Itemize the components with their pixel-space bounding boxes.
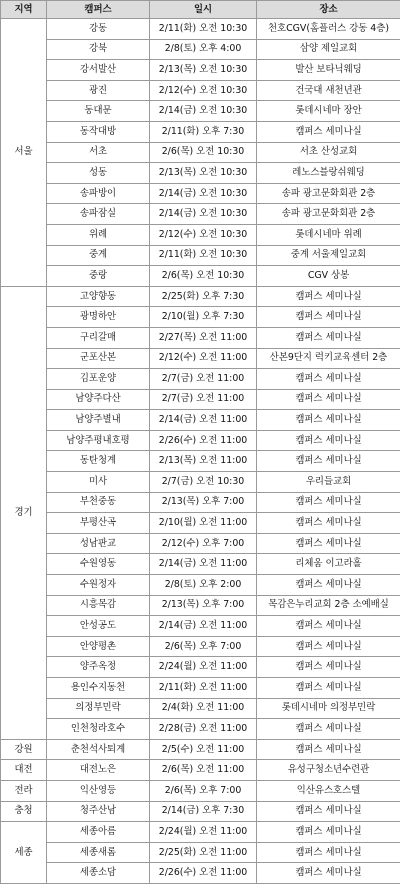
table-row [1,533,400,554]
datetime-cell: 2/11(화) 오전 10:30 [150,19,257,40]
campus-cell: 안양평촌 [47,636,150,657]
campus-cell: 부평산곡 [47,513,150,534]
datetime-cell: 2/6(목) 오전 10:30 [150,266,257,287]
venue-cell: 캠퍼스 세미나실 [257,389,400,410]
region-cell: 경기 [1,286,47,739]
header-venue: 장소 [257,1,400,19]
table-row [1,616,400,637]
venue-cell: 캠퍼스 세미나실 [257,430,400,451]
table-row [1,348,400,369]
campus-cell: 구리갈매 [47,327,150,348]
datetime-cell: 2/14(금) 오후 7:30 [150,801,257,822]
datetime-cell: 2/12(수) 오전 10:30 [150,80,257,101]
venue-cell: 캠퍼스 세미나실 [257,410,400,431]
table-row [1,678,400,699]
venue-cell: 캠퍼스 세미나실 [257,636,400,657]
venue-cell: 캠퍼스 세미나실 [257,678,400,699]
header-region: 지역 [1,1,47,19]
campus-cell: 용인수지동천 [47,678,150,699]
datetime-cell: 2/5(수) 오전 11:00 [150,739,257,760]
table-row [1,39,400,60]
table-row [1,842,400,863]
datetime-cell: 2/8(토) 오후 2:00 [150,575,257,596]
datetime-cell: 2/13(목) 오전 10:30 [150,60,257,81]
campus-cell: 송파잠실 [47,204,150,225]
campus-cell: 광명하안 [47,307,150,328]
venue-cell: 송파 광고문화회관 2층 [257,183,400,204]
venue-cell: 중계 서울제일교회 [257,245,400,266]
campus-cell: 강서발산 [47,60,150,81]
venue-cell: 발산 보타닉웨딩 [257,60,400,81]
venue-cell: 캠퍼스 세미나실 [257,307,400,328]
venue-cell: CGV 상봉 [257,266,400,287]
venue-cell: 리체움 이고라홀 [257,554,400,575]
datetime-cell: 2/26(수) 오전 11:00 [150,863,257,884]
table-row [1,575,400,596]
campus-cell: 서초 [47,142,150,163]
campus-cell: 강북 [47,39,150,60]
datetime-cell: 2/6(목) 오전 10:30 [150,142,257,163]
datetime-cell: 2/13(목) 오전 10:30 [150,163,257,184]
campus-cell: 안성공도 [47,616,150,637]
table-row [1,719,400,740]
campus-cell: 동대문 [47,101,150,122]
datetime-cell: 2/28(금) 오전 11:00 [150,719,257,740]
venue-cell: 캠퍼스 세미나실 [257,719,400,740]
datetime-cell: 2/4(화) 오전 11:00 [150,698,257,719]
header-row [1,1,400,19]
campus-cell: 성동 [47,163,150,184]
table-row [1,410,400,431]
campus-cell: 강동 [47,19,150,40]
table-row [1,286,400,307]
table-row [1,554,400,575]
venue-cell: 서초 산성교회 [257,142,400,163]
datetime-cell: 2/12(수) 오후 7:00 [150,533,257,554]
campus-cell: 세종새롬 [47,842,150,863]
datetime-cell: 2/14(금) 오전 10:30 [150,101,257,122]
table-row [1,80,400,101]
venue-cell: 캠퍼스 세미나실 [257,369,400,390]
table-body [1,19,400,884]
header-campus: 캠퍼스 [47,1,150,19]
venue-cell: 캠퍼스 세미나실 [257,121,400,142]
table-row [1,266,400,287]
campus-cell: 세종소담 [47,863,150,884]
datetime-cell: 2/24(월) 오전 11:00 [150,657,257,678]
campus-cell: 중랑 [47,266,150,287]
table-row [1,698,400,719]
datetime-cell: 2/14(금) 오전 11:00 [150,616,257,637]
region-cell: 강원 [1,739,47,760]
datetime-cell: 2/24(월) 오전 11:00 [150,822,257,843]
venue-cell: 롯데시네마 장안 [257,101,400,122]
campus-cell: 동작대방 [47,121,150,142]
datetime-cell: 2/10(월) 오후 7:30 [150,307,257,328]
campus-cell: 인천청라호수 [47,719,150,740]
venue-cell: 익산유스호스텔 [257,780,400,801]
venue-cell: 캠퍼스 세미나실 [257,739,400,760]
venue-cell: 우리들교회 [257,472,400,493]
table-row [1,163,400,184]
campus-cell: 남양주평내호평 [47,430,150,451]
datetime-cell: 2/14(금) 오전 10:30 [150,183,257,204]
table-row [1,780,400,801]
datetime-cell: 2/8(토) 오후 4:00 [150,39,257,60]
datetime-cell: 2/6(목) 오후 7:00 [150,636,257,657]
region-cell: 전라 [1,780,47,801]
campus-cell: 위례 [47,224,150,245]
datetime-cell: 2/6(목) 오전 11:00 [150,760,257,781]
table-row [1,327,400,348]
campus-cell: 남양주다산 [47,389,150,410]
venue-cell: 건국대 새천년관 [257,80,400,101]
venue-cell: 롯데시네마 위례 [257,224,400,245]
table-header [1,1,400,19]
table-row [1,739,400,760]
venue-cell: 산본9단지 럭키교육센터 2층 [257,348,400,369]
campus-cell: 시흥목감 [47,595,150,616]
venue-cell: 캠퍼스 세미나실 [257,451,400,472]
venue-cell: 목감은누리교회 2층 소예배실 [257,595,400,616]
table-row [1,121,400,142]
region-cell: 충청 [1,801,47,822]
datetime-cell: 2/12(수) 오전 10:30 [150,224,257,245]
campus-cell: 군포산본 [47,348,150,369]
datetime-cell: 2/6(목) 오후 7:00 [150,780,257,801]
datetime-cell: 2/27(목) 오전 11:00 [150,327,257,348]
table-row [1,513,400,534]
venue-cell: 캠퍼스 세미나실 [257,492,400,513]
table-row [1,60,400,81]
campus-cell: 중계 [47,245,150,266]
table-row [1,451,400,472]
datetime-cell: 2/11(화) 오전 11:00 [150,678,257,699]
table-row [1,801,400,822]
venue-cell: 캠퍼스 세미나실 [257,616,400,637]
campus-cell: 송파방이 [47,183,150,204]
table-row [1,224,400,245]
datetime-cell: 2/14(금) 오전 11:00 [150,554,257,575]
venue-cell: 캠퍼스 세미나실 [257,657,400,678]
venue-cell: 레노스블랑쉬웨딩 [257,163,400,184]
table-row [1,636,400,657]
venue-cell: 캠퍼스 세미나실 [257,863,400,884]
venue-cell: 유성구청소년수련관 [257,760,400,781]
table-row [1,595,400,616]
campus-cell: 대전노은 [47,760,150,781]
datetime-cell: 2/13(목) 오후 7:00 [150,595,257,616]
venue-cell: 캠퍼스 세미나실 [257,286,400,307]
datetime-cell: 2/14(금) 오전 10:30 [150,204,257,225]
header-datetime: 일시 [150,1,257,19]
venue-cell: 천호CGV(홈플러스 강동 4층) [257,19,400,40]
campus-cell: 광진 [47,80,150,101]
datetime-cell: 2/7(금) 오전 11:00 [150,389,257,410]
campus-cell: 양주옥정 [47,657,150,678]
datetime-cell: 2/13(목) 오후 7:00 [150,492,257,513]
table-row [1,101,400,122]
table-row [1,389,400,410]
datetime-cell: 2/25(화) 오전 11:00 [150,842,257,863]
table-row [1,472,400,493]
venue-cell: 캠퍼스 세미나실 [257,533,400,554]
table-row [1,863,400,884]
venue-cell: 캠퍼스 세미나실 [257,842,400,863]
campus-cell: 청주산남 [47,801,150,822]
table-row [1,430,400,451]
campus-cell: 부천중동 [47,492,150,513]
table-row [1,760,400,781]
region-cell: 세종 [1,822,47,884]
datetime-cell: 2/14(금) 오전 11:00 [150,410,257,431]
table-row [1,245,400,266]
table-row [1,19,400,40]
campus-cell: 남양주별내 [47,410,150,431]
campus-cell: 세종아름 [47,822,150,843]
table-row [1,657,400,678]
venue-cell: 캠퍼스 세미나실 [257,822,400,843]
venue-cell: 삼양 제일교회 [257,39,400,60]
campus-cell: 미사 [47,472,150,493]
venue-cell: 송파 광고문화회관 2층 [257,204,400,225]
region-cell: 대전 [1,760,47,781]
table-row [1,492,400,513]
table-row [1,204,400,225]
venue-cell: 캠퍼스 세미나실 [257,801,400,822]
datetime-cell: 2/25(화) 오후 7:30 [150,286,257,307]
datetime-cell: 2/7(금) 오전 11:00 [150,369,257,390]
venue-cell: 캠퍼스 세미나실 [257,513,400,534]
datetime-cell: 2/12(수) 오전 11:00 [150,348,257,369]
campus-cell: 동탄청계 [47,451,150,472]
campus-cell: 익산영등 [47,780,150,801]
table-row [1,822,400,843]
campus-cell: 김포운양 [47,369,150,390]
venue-cell: 캠퍼스 세미나실 [257,575,400,596]
venue-cell: 캠퍼스 세미나실 [257,327,400,348]
datetime-cell: 2/10(월) 오전 11:00 [150,513,257,534]
table-row [1,369,400,390]
campus-cell: 수원영동 [47,554,150,575]
datetime-cell: 2/11(화) 오전 10:30 [150,245,257,266]
datetime-cell: 2/11(화) 오후 7:30 [150,121,257,142]
venue-cell: 롯데시네마 의정부민락 [257,698,400,719]
datetime-cell: 2/26(수) 오전 11:00 [150,430,257,451]
region-cell: 서울 [1,19,47,287]
campus-cell: 수원정자 [47,575,150,596]
campus-cell: 춘천석사퇴계 [47,739,150,760]
table-row [1,183,400,204]
campus-cell: 의정부민락 [47,698,150,719]
campus-cell: 고양향동 [47,286,150,307]
table-row [1,142,400,163]
campus-cell: 성남판교 [47,533,150,554]
datetime-cell: 2/7(금) 오전 10:30 [150,472,257,493]
datetime-cell: 2/13(목) 오전 11:00 [150,451,257,472]
table-row [1,307,400,328]
